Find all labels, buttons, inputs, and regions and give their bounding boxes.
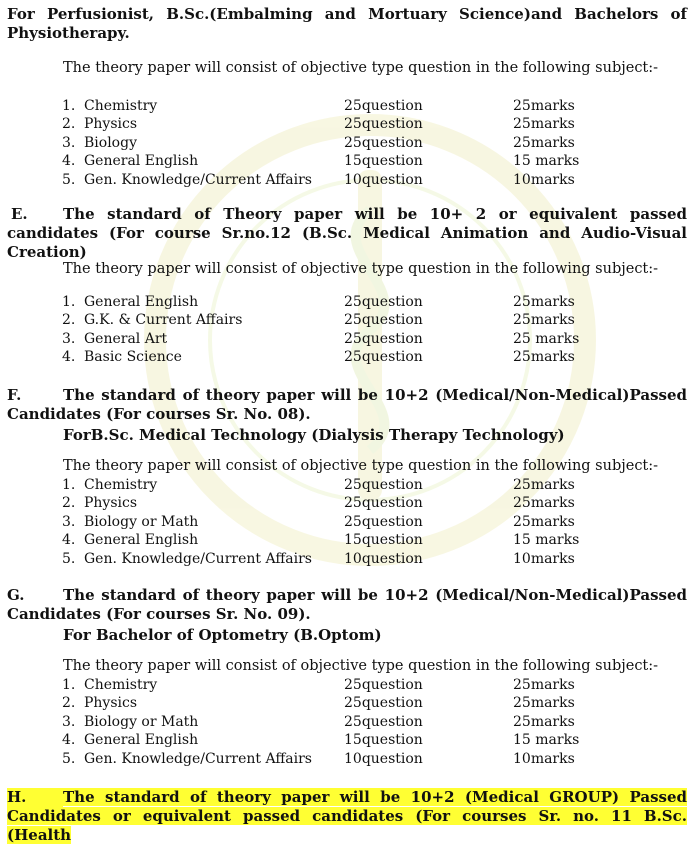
- list-item: 4. Basic Science 25question 25marks: [62, 349, 575, 366]
- list-item: 4. General English 15question 15 marks: [62, 153, 580, 170]
- blockF-label: F.: [7, 386, 22, 404]
- list-item: 1. Chemistry 25question 25marks: [62, 98, 575, 114]
- blockH-heading: H. The standard of theory paper will be 10+2 (Medical GROUP) Passed Candidates or equivalent passed candidates (For courses Sr. no. 11 B.Sc. (Health: [7, 788, 687, 844]
- list-item: 4. General English 15question 15 marks: [62, 532, 580, 549]
- blockE-heading: E. The standard of Theory paper will be 10+ 2 or equivalent passed candidates (For course Sr.no.12 (B.Sc. Medical Animation and Audio-Visual Creation): [7, 205, 687, 261]
- list-item: 5. Gen. Knowledge/Current Affairs 10question 10marks: [62, 171, 575, 188]
- blockG-intro: The theory paper will consist of objective type question in the following subject:-: [63, 658, 659, 674]
- blockF-subject-list: [62, 476, 622, 568]
- block1-heading: For Perfusionist, B.Sc.(Embalming and Mortuary Science)and Bachelors of Physiotherapy.: [7, 5, 687, 42]
- list-item: 3. Biology 25question 25marks: [62, 134, 575, 151]
- list-item: 3. Biology or Math 25question 25marks: [62, 513, 575, 530]
- blockE-subject-list: [62, 293, 622, 367]
- list-item: 5. Gen. Knowledge/Current Affairs 10question 10marks: [62, 750, 575, 767]
- list-item: 2. Physics 25question 25marks: [62, 495, 575, 512]
- blockF-course: ForB.Sc. Medical Technology (Dialysis Therapy Technology): [63, 426, 565, 444]
- list-item: 1. General English 25question 25marks: [62, 294, 575, 310]
- list-item: 3. Biology or Math 25question 25marks: [62, 713, 575, 730]
- list-item: 1. Chemistry 25question 25marks: [62, 677, 575, 693]
- list-item: 2. Physics 25question 25marks: [62, 116, 575, 133]
- block1-intro: The theory paper will consist of objective type question in the following subject:-: [63, 60, 659, 76]
- list-item: 4. General English 15question 15 marks: [62, 732, 580, 749]
- block1-subject-list: [62, 97, 622, 189]
- list-item: 5. Gen. Knowledge/Current Affairs 10question 10marks: [62, 550, 575, 567]
- blockF-intro: The theory paper will consist of objective type question in the following subject:-: [63, 458, 659, 474]
- list-item: 2. G.K. & Current Affairs 25question 25marks: [62, 312, 575, 329]
- blockF-heading: F. The standard of theory paper will be 10+2 (Medical/Non-Medical)Passed Candidates (For courses Sr. No. 08).: [7, 386, 687, 423]
- blockG-subject-list: [62, 676, 622, 768]
- list-item: 3. General Art 25question 25 marks: [62, 330, 580, 347]
- blockH-label: H.: [7, 788, 63, 807]
- blockG-heading: G. The standard of theory paper will be 10+2 (Medical/Non-Medical)Passed Candidates (For courses Sr. No. 09).: [7, 586, 687, 623]
- blockG-course: For Bachelor of Optometry (B.Optom): [63, 626, 382, 644]
- blockG-label: G.: [7, 586, 25, 604]
- list-item: 1. Chemistry 25question 25marks: [62, 477, 575, 493]
- blockE-intro: The theory paper will consist of objective type question in the following subject:-: [63, 261, 659, 277]
- blockE-label: E.: [11, 205, 28, 223]
- list-item: 2. Physics 25question 25marks: [62, 695, 575, 712]
